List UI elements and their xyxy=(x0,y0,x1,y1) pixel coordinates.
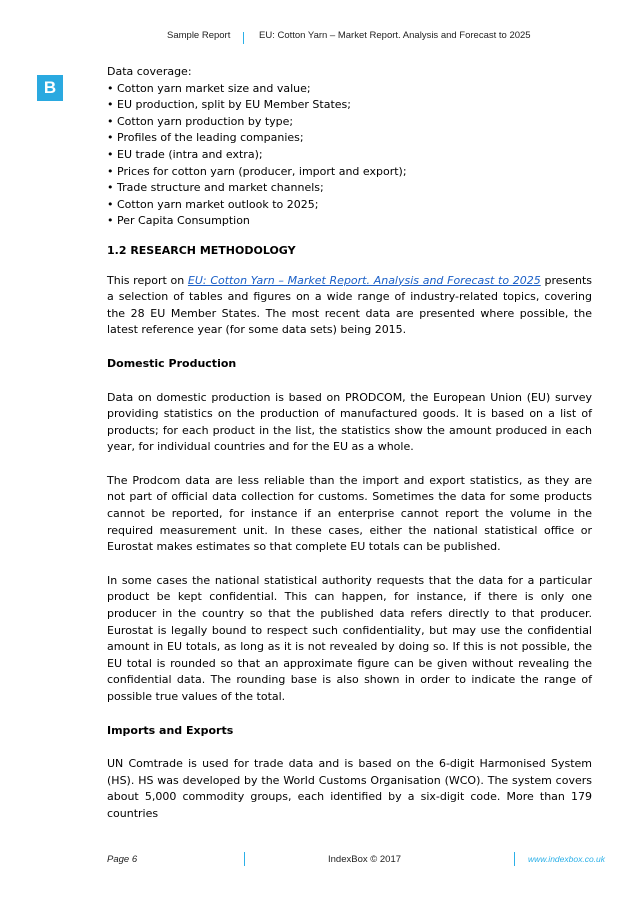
page-header xyxy=(0,26,638,46)
footer-copyright: IndexBox © 2017 xyxy=(328,854,402,865)
methodology-intro xyxy=(107,273,592,339)
coverage-item: • EU trade (intra and extra); xyxy=(107,147,592,164)
subheading-domestic-production: Domestic Production xyxy=(107,356,237,370)
domestic-paragraph-1: Data on domestic production is based on PRODCOM, the European Union (EU) survey providing statistics on the production of manufactured goods. It is based on a list of products; for each product in the list, the statistics show the amount produced in each year, for individual countries and for the EU as a whole. xyxy=(107,390,592,454)
footer-divider xyxy=(514,852,515,866)
coverage-title: Data coverage: xyxy=(107,65,192,78)
section-heading-methodology: 1.2 RESEARCH METHODOLOGY xyxy=(107,243,296,257)
coverage-item: • Per Capita Consumption xyxy=(107,213,592,230)
indexbox-logo: B xyxy=(37,75,63,101)
header-report-title: EU: Cotton Yarn – Market Report. Analysis and Forecast to 2025 xyxy=(259,30,531,41)
coverage-item: • Cotton yarn production by type; xyxy=(107,114,592,131)
coverage-list xyxy=(107,81,592,230)
page-number: Page 6 xyxy=(107,854,138,865)
domestic-paragraph-3: In some cases the national statistical authority requests that the data for a particular product be kept confidential. This can happen, for instance, if there is only one producer in the country so that the published data refers directly to that producer. Eurostat is legally bound to respect such confidentiality, but may use the confidential amount in EU totals, as long as it is not revealed by doing so. If this is not possible, the EU total is rounded so that an approximate figure can be given without revealing the confidential data. The rounding base is also shown in order to indicate the range of possible true values of the total. xyxy=(107,573,592,703)
coverage-item: • Cotton yarn market size and value; xyxy=(107,81,592,98)
footer-website-link[interactable]: www.indexbox.co.uk xyxy=(528,854,606,864)
coverage-item: • EU production, split by EU Member States; xyxy=(107,97,592,114)
coverage-item: • Trade structure and market channels; xyxy=(107,180,592,197)
report-title-link[interactable]: EU: Cotton Yarn – Market Report. Analysis and Forecast to 2025 xyxy=(187,273,541,287)
footer-divider xyxy=(244,852,245,866)
intro-text-before: This report on xyxy=(107,273,188,287)
subheading-imports-exports: Imports and Exports xyxy=(107,723,234,737)
header-left-text: Sample Report xyxy=(167,30,231,41)
imports-paragraph-1: UN Comtrade is used for trade data and is based on the 6-digit Harmonised System (HS). HS was developed by the World Customs Organisation (WCO). The system covers about 5,000 commodity groups, each identified by a six-digit code. More than 179 countries xyxy=(107,757,592,820)
coverage-item: • Prices for cotton yarn (producer, import and export); xyxy=(107,164,592,181)
coverage-item: • Profiles of the leading companies; xyxy=(107,130,592,147)
page-footer xyxy=(0,850,638,870)
page-content xyxy=(107,64,592,823)
coverage-item: • Cotton yarn market outlook to 2025; xyxy=(107,197,592,214)
intro-text-after: presents a selection of tables and figures on a wide range of industry-related topics, covering the 28 EU Member States. The most recent data are presented where possible, the latest reference year (for some data sets) being 2015. xyxy=(107,273,593,337)
domestic-paragraph-2: The Prodcom data are less reliable than the import and export statistics, as they are not part of official data collection for customs. Sometimes the data for some products cannot be reported, for instance if an enterprise cannot report the volume in the required measurement unit. In these cases, either the national statistical office or Eurostat makes estimates so that complete EU totals can be published. xyxy=(107,473,592,554)
header-divider xyxy=(243,32,244,44)
